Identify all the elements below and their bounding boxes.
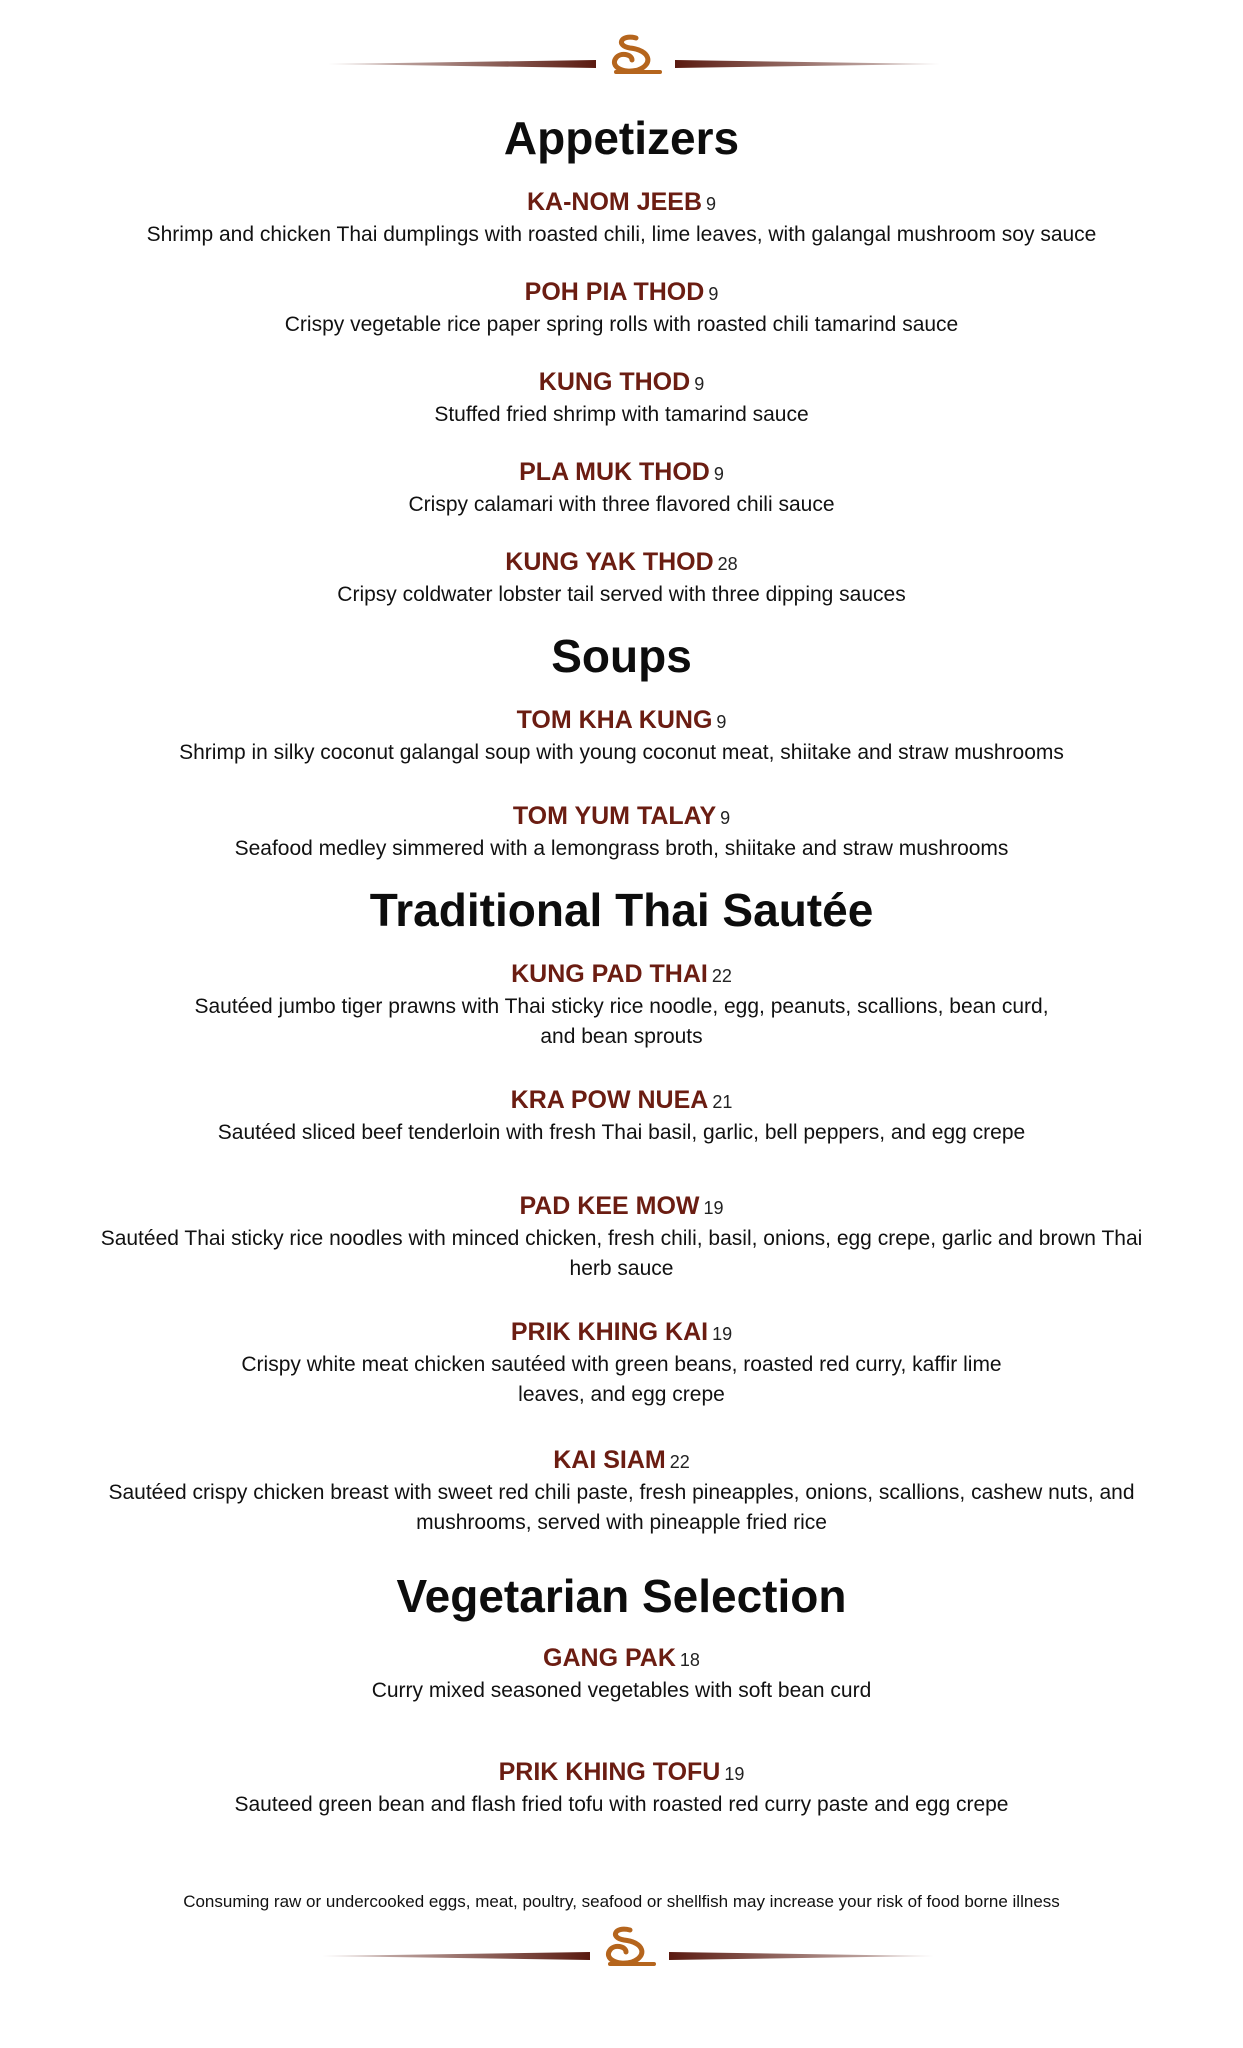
item-name: GANG PAK xyxy=(543,1644,676,1672)
item-price: 19 xyxy=(724,1764,745,1784)
top-ornament xyxy=(320,28,940,88)
item-price: 22 xyxy=(669,1452,690,1472)
item-description: Crispy vegetable rice paper spring rolls with roasted chili tamarind sauce xyxy=(284,313,959,336)
item-description: Sautéed Thai sticky rice noodles with minced chicken, fresh chili, basil, onions, egg crepe, garlic and brown Thai herb sauce xyxy=(100,1227,1143,1280)
item-price: 19 xyxy=(703,1198,724,1218)
section-title-vegetarian: Vegetarian Selection xyxy=(396,1570,847,1622)
item-price: 9 xyxy=(713,464,724,484)
section-title-thai-sautee: Traditional Thai Sautée xyxy=(369,884,874,936)
item-price: 19 xyxy=(712,1324,733,1344)
item-name: PRIK KHING TOFU xyxy=(498,1758,721,1786)
item-description: Shrimp in silky coconut galangal soup with young coconut meat, shiitake and straw mushrooms xyxy=(179,741,1064,764)
item-price: 9 xyxy=(716,712,727,732)
item-description: Cripsy coldwater lobster tail served with three dipping sauces xyxy=(337,583,906,606)
menu-item xyxy=(60,1190,1183,1284)
item-name: PAD KEE MOW xyxy=(519,1192,700,1220)
item-description: Sautéed sliced beef tenderloin with fresh Thai basil, garlic, bell peppers, and egg crepe xyxy=(217,1121,1026,1144)
menu-item xyxy=(60,546,1183,610)
item-description: Stuffed fried shrimp with tamarind sauce xyxy=(434,403,809,426)
menu-item xyxy=(60,1316,1183,1410)
item-description: Crispy white meat chicken sautéed with green beans, roasted red curry, kaffir lime leaves, and egg crepe xyxy=(241,1353,1002,1406)
item-price: 18 xyxy=(679,1650,700,1670)
item-price: 21 xyxy=(712,1092,733,1112)
item-name: KRA POW NUEA xyxy=(510,1086,709,1114)
menu-item xyxy=(60,958,1183,1052)
item-price: 22 xyxy=(711,966,732,986)
menu-item xyxy=(60,704,1183,768)
item-name: KUNG PAD THAI xyxy=(511,960,708,988)
item-description: Sauteed green bean and flash fried tofu with roasted red curry paste and egg crepe xyxy=(234,1793,1009,1816)
item-name: TOM KHA KUNG xyxy=(516,706,713,734)
swirl-ornament-icon xyxy=(314,1920,934,1980)
section-title-soups: Soups xyxy=(551,630,692,682)
item-description: Shrimp and chicken Thai dumplings with roasted chili, lime leaves, with galangal mushroom soy sauce xyxy=(146,223,1097,246)
item-price: 9 xyxy=(694,374,705,394)
item-name: TOM YUM TALAY xyxy=(512,802,717,830)
item-price: 9 xyxy=(708,284,719,304)
menu-item xyxy=(60,1084,1183,1148)
item-description: Curry mixed seasoned vegetables with soft bean curd xyxy=(371,1679,872,1702)
menu-item xyxy=(60,1756,1183,1820)
swirl-ornament-icon xyxy=(320,28,940,88)
menu-item xyxy=(60,186,1183,250)
item-name: KA-NOM JEEB xyxy=(526,188,702,216)
food-safety-disclaimer: Consuming raw or undercooked eggs, meat, poultry, seafood or shellfish may increase your risk of food borne illness xyxy=(183,1892,1060,1911)
item-price: 28 xyxy=(717,554,738,574)
item-description: Sautéed jumbo tiger prawns with Thai sticky rice noodle, egg, peanuts, scallions, bean curd, and bean sprouts xyxy=(194,995,1049,1048)
bottom-ornament xyxy=(314,1920,934,1980)
item-price: 9 xyxy=(720,808,731,828)
menu-item xyxy=(60,1642,1183,1706)
item-name: KAI SIAM xyxy=(553,1446,666,1474)
menu-item xyxy=(60,800,1183,864)
menu-item xyxy=(60,366,1183,430)
item-name: PRIK KHING KAI xyxy=(510,1318,709,1346)
menu-item xyxy=(60,276,1183,340)
item-description: Seafood medley simmered with a lemongrass broth, shiitake and straw mushrooms xyxy=(234,837,1009,860)
item-name: POH PIA THOD xyxy=(524,278,705,306)
item-description: Sautéed crispy chicken breast with sweet red chili paste, fresh pineapples, onions, scallions, cashew nuts, and mushrooms, served with pineapple fried rice xyxy=(108,1481,1135,1534)
item-description: Crispy calamari with three flavored chili sauce xyxy=(408,493,835,516)
item-price: 9 xyxy=(706,194,717,214)
item-name: PLA MUK THOD xyxy=(519,458,710,486)
section-title-appetizers: Appetizers xyxy=(503,112,740,164)
menu-item xyxy=(60,1444,1183,1538)
item-name: KUNG THOD xyxy=(538,368,691,396)
item-name: KUNG YAK THOD xyxy=(505,548,714,576)
menu-item xyxy=(60,456,1183,520)
